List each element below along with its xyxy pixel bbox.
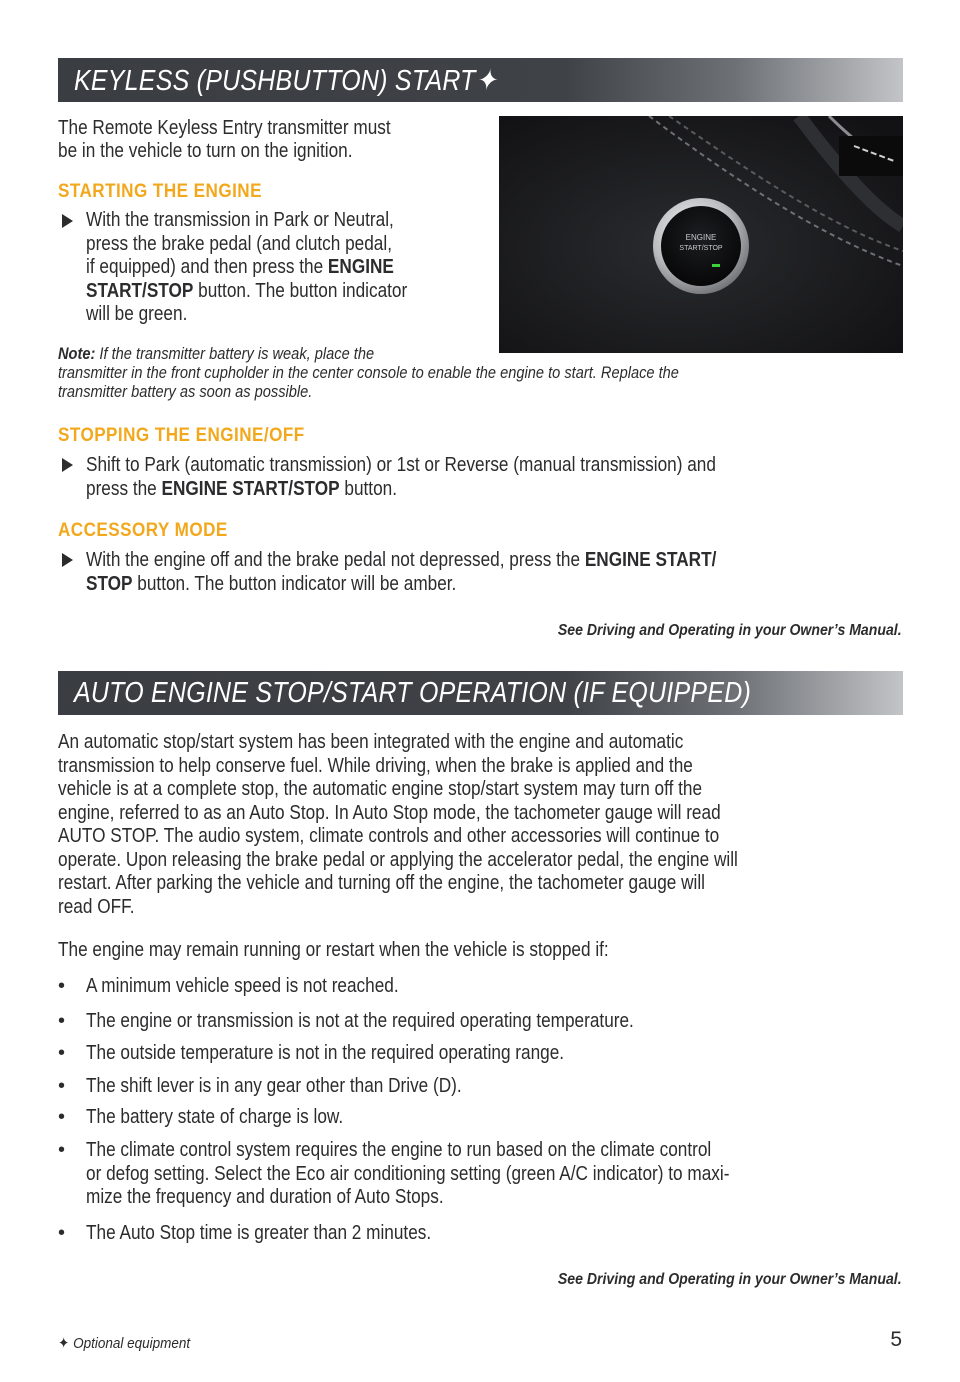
start-stop-word: START/STOP	[86, 279, 194, 302]
stopping-line-2-bold: ENGINE START/STOP	[161, 478, 340, 500]
para-line: transmission to help conserve fuel. While driving, when the brake is applied and the	[58, 754, 693, 777]
accessory-line-1-pre: With the engine off and the brake pedal not depressed, press the	[86, 549, 585, 571]
bullet-dot: •	[58, 1042, 66, 1064]
section-title-keyless: KEYLESS (PUSHBUTTON) START✦	[74, 64, 497, 97]
bullet-dot: •	[58, 1010, 66, 1032]
engine-word: ENGINE	[327, 256, 394, 279]
condition-item-climate	[86, 1139, 912, 1210]
heading-starting-engine: STARTING THE ENGINE	[58, 181, 262, 202]
para-line: read OFF.	[58, 895, 135, 918]
starting-line-3-text: if equipped) and then press the	[86, 256, 328, 279]
starting-line-5: will be green.	[86, 303, 188, 326]
climate-line-2: or defog setting. Select the Eco air conditioning setting (green A/C indicator) to maxi-	[86, 1162, 730, 1185]
stopping-line-2	[86, 477, 894, 501]
bullet-dot: •	[58, 1139, 66, 1161]
optional-text: Optional equipment	[73, 1335, 191, 1352]
accessory-instructions	[86, 548, 894, 596]
section-banner-auto-stop	[58, 671, 903, 715]
condition-item: The engine or transmission is not at the required operating temperature.	[86, 1010, 634, 1032]
condition-item: The shift lever is in any gear other than Drive (D).	[86, 1075, 462, 1097]
stopping-instructions	[86, 453, 894, 501]
note-line-2: transmitter in the front cupholder in the center console to enable the engine to start. Replace the	[58, 363, 679, 382]
bullet-dot: •	[58, 1222, 66, 1244]
photo-button-label-1: ENGINE	[685, 233, 717, 242]
bullet-dot: •	[58, 1106, 66, 1128]
engine-start-button-photo	[499, 116, 903, 353]
condition-item: The outside temperature is not in the required operating range.	[86, 1042, 565, 1064]
para-line: vehicle is at a complete stop, the automatic engine stop/start system may turn off the	[58, 778, 703, 800]
climate-line-3: mize the frequency and duration of Auto Stops.	[86, 1186, 444, 1208]
stopping-line-1: Shift to Park (automatic transmission) or 1st or Reverse (manual transmission) and	[86, 454, 716, 476]
auto-stop-paragraph	[58, 731, 909, 919]
stopping-line-2-post: button.	[339, 478, 397, 500]
page-number: 5	[890, 1328, 902, 1351]
condition-item: A minimum vehicle speed is not reached.	[86, 975, 399, 997]
stopping-line-2-pre: press the	[86, 478, 162, 500]
starting-line-1: With the transmission in Park or Neutral,	[86, 209, 394, 231]
intro-line-2: be in the vehicle to turn on the ignition.	[58, 140, 353, 162]
note-line-1-text: If the transmitter battery is weak, place the	[95, 344, 375, 363]
bullet-dot: •	[58, 975, 66, 997]
arrow-bullet-icon	[62, 553, 73, 567]
starting-instructions	[86, 209, 482, 327]
condition-item: The Auto Stop time is greater than 2 minutes.	[86, 1222, 432, 1244]
arrow-bullet-icon	[62, 214, 73, 228]
starting-line-2: press the brake pedal (and clutch pedal,	[86, 232, 392, 255]
accessory-line-2-post: button. The button indicator will be amber.	[132, 573, 457, 595]
accessory-line-2	[86, 572, 894, 596]
keyless-intro	[58, 117, 488, 163]
section-banner-keyless	[58, 58, 903, 102]
para-line: AUTO STOP. The audio system, climate controls and other accessories will continue to	[58, 825, 720, 847]
start-button-illustration	[499, 116, 903, 353]
accessory-line-1	[86, 548, 894, 572]
optional-equipment-legend	[58, 1334, 190, 1352]
note-label: Note:	[58, 344, 96, 363]
climate-line-1: The climate control system requires the engine to run based on the climate control	[86, 1139, 712, 1161]
green-indicator-icon	[712, 264, 720, 267]
accessory-line-2-bold: STOP	[86, 573, 133, 595]
photo-button-label-2: START/STOP	[679, 245, 723, 252]
condition-item: The battery state of charge is low.	[86, 1106, 344, 1128]
para-line: restart. After parking the vehicle and turning off the engine, the tachometer gauge will	[58, 872, 706, 894]
para-line: engine, referred to as an Auto Stop. In Auto Stop mode, the tachometer gauge will read	[58, 801, 721, 824]
para-line: operate. Upon releasing the brake pedal or applying the accelerator pedal, the engine will	[58, 848, 738, 871]
conditions-lead: The engine may remain running or restart when the vehicle is stopped if:	[58, 939, 609, 961]
arrow-bullet-icon	[62, 458, 73, 472]
note-line-3: transmitter battery as soon as possible.	[58, 382, 313, 401]
see-manual-reference: See Driving and Operating in your Owner’s Manual.	[558, 622, 902, 639]
starting-line-4	[86, 280, 482, 304]
optional-star-icon: ✦	[58, 1335, 70, 1352]
para-line: An automatic stop/start system has been integrated with the engine and automatic	[58, 731, 684, 753]
heading-stopping-engine: STOPPING THE ENGINE/OFF	[58, 425, 305, 446]
accessory-line-1-bold: ENGINE START/	[584, 549, 717, 571]
bullet-dot: •	[58, 1075, 66, 1097]
starting-line-4-text: button. The button indicator	[193, 279, 408, 302]
see-manual-reference-2: See Driving and Operating in your Owner’s Manual.	[558, 1271, 902, 1288]
starting-line-3	[86, 256, 482, 280]
heading-accessory-mode: ACCESSORY MODE	[58, 520, 228, 541]
intro-line-1: The Remote Keyless Entry transmitter must	[58, 117, 391, 139]
section-title-auto-stop: AUTO ENGINE STOP/START OPERATION (IF EQUIPPED)	[74, 676, 752, 709]
